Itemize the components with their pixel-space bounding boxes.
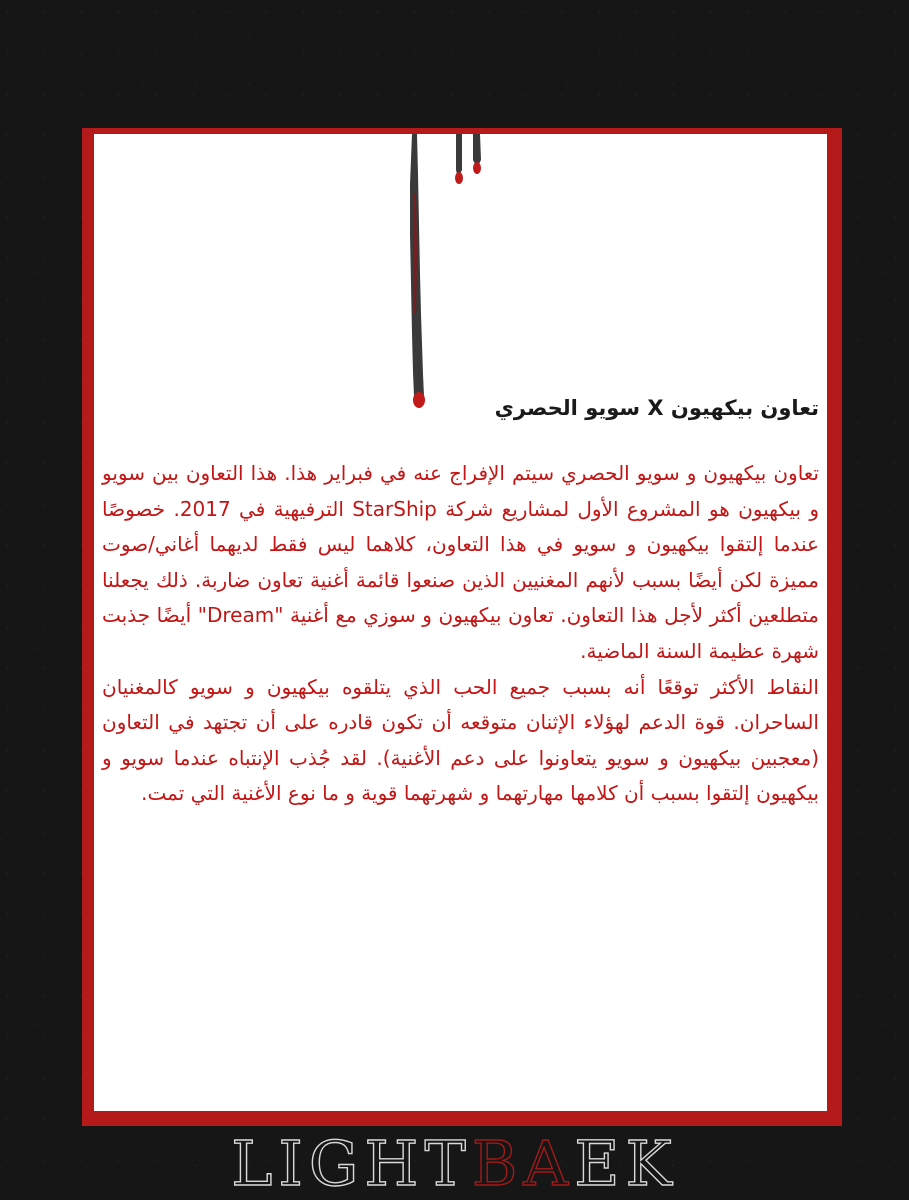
lightbaek-logo (0, 1128, 909, 1200)
article-panel (94, 134, 827, 1111)
article-paragraph: تعاون بيكهيون و سويو الحصري سيتم الإفراج عنه في فبراير هذا. هذا التعاون بين سويو و بيكهيون هو المشروع الأول لمشاريع شركة StarShip الترفيهية في 2017. خصوصًا عندما إلتقوا بيكهيون و سويو في هذا التعاون، كلاهما ليس فقط لديهما أغاني/صوت مميزة لكن أيضًا بسبب لأنهم المغنيين الذين صنعوا قائمة أغنية تعاون ضاربة. ذلك يجعلنا متطلعين أكثر لأجل هذا التعاون. تعاون بيكهيون و سوزي مع أغنية "Dream" أيضًا جذبت شهرة عظيمة السنة الماضية. (102, 461, 819, 663)
article-paragraph: النقاط الأكثر توقعًا أنه بسبب جميع الحب الذي يتلقوه بيكهيون و سويو كالمغنيان الساحران. قوة الدعم لهؤلاء الإثنان متوقعه أن تكون قادره على أن تجتهد في التعاون (معجبين بيكهيون و سويو يتعاونوا على دعم الأغنية). لقد جُذب الإنتباه عندما سويو و بيكهيون إلتقوا بسبب أن كلامها مهارتهما و شهرتهما قوية و ما نوع الأغنية التي تمت. (102, 674, 819, 806)
red-frame (82, 128, 842, 1126)
logo-part-ek: EK (574, 1127, 678, 1200)
blood-drip-decoration (94, 134, 827, 414)
article-body (102, 456, 819, 812)
article-title: تعاون بيكهيون X سويو الحصري (494, 396, 819, 420)
logo-part-light: LIGHT (231, 1127, 472, 1200)
logo-part-ba: BA (471, 1127, 575, 1200)
